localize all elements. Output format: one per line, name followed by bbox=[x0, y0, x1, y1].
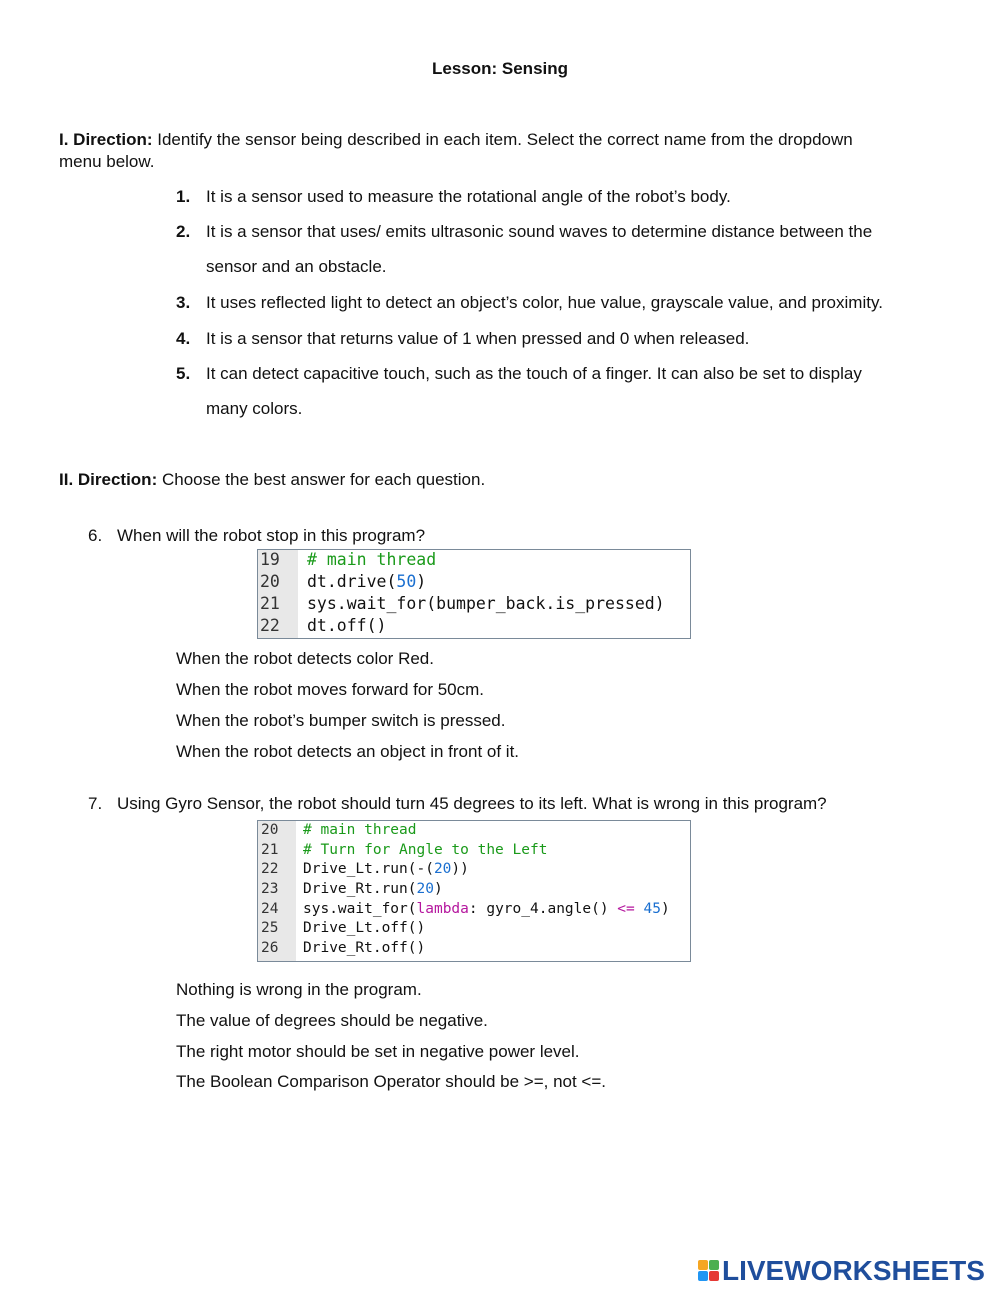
line-number: 23 bbox=[261, 881, 279, 897]
line-number: 21 bbox=[261, 842, 279, 858]
page-title: Lesson: Sensing bbox=[431, 59, 569, 78]
code-line bbox=[303, 861, 469, 877]
item-text: It uses reflected light to detect an object’s color, hue value, grayscale value, and proximity. bbox=[206, 293, 883, 312]
q6-choice-1[interactable]: When the robot detects color Red. bbox=[176, 649, 434, 668]
direction-1-label: I. Direction: bbox=[59, 130, 153, 149]
code-token: Drive_Rt.run( bbox=[303, 881, 417, 897]
code-token: dt.drive( bbox=[307, 572, 397, 591]
code-line bbox=[303, 822, 417, 838]
question-text: When will the robot stop in this program? bbox=[117, 526, 426, 545]
code-token: # main thread bbox=[303, 822, 417, 838]
code-snippet-q7 bbox=[257, 820, 691, 962]
item-text: It is a sensor that returns value of 1 when pressed and 0 when released. bbox=[206, 329, 750, 348]
code-line bbox=[303, 920, 425, 936]
code-line bbox=[307, 550, 436, 569]
code-token: Drive_Lt.run(-( bbox=[303, 861, 434, 877]
code-line bbox=[307, 572, 426, 591]
code-token: 20 bbox=[416, 881, 434, 897]
code-token: ) bbox=[433, 881, 443, 897]
line-number: 26 bbox=[261, 940, 279, 956]
code-line bbox=[303, 881, 443, 897]
code-token: ) bbox=[660, 901, 670, 917]
direction-2-label: II. Direction: bbox=[59, 470, 158, 489]
question-text: Using Gyro Sensor, the robot should turn 45 degrees to its left. What is wrong in this program? bbox=[117, 794, 827, 813]
code-token: Drive_Rt.off() bbox=[303, 940, 426, 956]
item-text: It is a sensor used to measure the rotational angle of the robot’s body. bbox=[206, 187, 731, 206]
line-number: 24 bbox=[261, 901, 279, 917]
item-number: 5. bbox=[176, 364, 191, 383]
item-text-cont: many colors. bbox=[206, 399, 303, 418]
direction-1 bbox=[59, 129, 939, 173]
q7-choice-2[interactable]: The value of degrees should be negative. bbox=[176, 1011, 488, 1030]
item-text-cont: sensor and an obstacle. bbox=[206, 257, 387, 276]
logo-text: LIVEWORKSHEETS bbox=[722, 1255, 985, 1286]
code-token: ) bbox=[416, 572, 427, 591]
direction-1-text: Identify the sensor being described in each item. Select the correct name from the dropdown bbox=[157, 130, 853, 149]
code-line bbox=[303, 940, 425, 956]
q6-choice-4[interactable]: When the robot detects an object in front of it. bbox=[176, 742, 520, 761]
code-token: lambda bbox=[416, 901, 469, 917]
code-token: sys.wait_for( bbox=[303, 901, 417, 917]
code-token bbox=[635, 901, 644, 917]
direction-2 bbox=[59, 469, 485, 491]
direction-1-text-cont: menu below. bbox=[59, 152, 155, 171]
item-number: 2. bbox=[176, 222, 191, 241]
question-number: 7. bbox=[88, 794, 103, 813]
code-token: )) bbox=[451, 861, 469, 877]
q7-choice-3[interactable]: The right motor should be set in negative power level. bbox=[176, 1042, 580, 1061]
code-token: : gyro_4.angle() bbox=[468, 901, 618, 917]
logo-tiles-icon bbox=[698, 1260, 720, 1282]
line-number: 22 bbox=[261, 861, 279, 877]
code-token: 20 bbox=[433, 861, 452, 877]
q6-choice-2[interactable]: When the robot moves forward for 50cm. bbox=[176, 680, 485, 699]
code-token: # Turn for Angle to the Left bbox=[303, 842, 548, 858]
code-token: <= bbox=[617, 901, 635, 917]
item-number: 3. bbox=[176, 293, 191, 312]
q7-choice-4[interactable]: The Boolean Comparison Operator should be >=, not <=. bbox=[176, 1072, 606, 1091]
q7-choice-1[interactable]: Nothing is wrong in the program. bbox=[176, 980, 422, 999]
code-token: dt.off() bbox=[307, 616, 387, 635]
code-line bbox=[303, 901, 670, 917]
code-line bbox=[307, 594, 665, 613]
q6-choice-3[interactable]: When the robot’s bumper switch is pressed. bbox=[176, 711, 506, 730]
code-line bbox=[307, 616, 386, 635]
code-token: 45 bbox=[643, 901, 661, 917]
code-line bbox=[303, 842, 547, 858]
item-number: 1. bbox=[176, 187, 191, 206]
line-number: 19 bbox=[260, 550, 280, 569]
item-number: 4. bbox=[176, 329, 191, 348]
item-text: It is a sensor that uses/ emits ultrasonic sound waves to determine distance between the bbox=[206, 222, 873, 241]
code-token: # main thread bbox=[307, 550, 437, 569]
code-token: sys.wait_for(bumper_back.is_pressed) bbox=[307, 594, 665, 613]
line-number: 20 bbox=[261, 822, 279, 838]
direction-2-text: Choose the best answer for each question. bbox=[161, 470, 486, 489]
code-token: 50 bbox=[396, 572, 417, 591]
question-number: 6. bbox=[88, 526, 103, 545]
line-number: 25 bbox=[261, 920, 279, 936]
line-number: 21 bbox=[260, 594, 280, 613]
line-number: 20 bbox=[260, 572, 280, 591]
code-snippet-q6 bbox=[257, 549, 691, 639]
code-token: Drive_Lt.off() bbox=[303, 920, 426, 936]
item-text: It can detect capacitive touch, such as the touch of a finger. It can also be set to display bbox=[206, 364, 862, 383]
line-number: 22 bbox=[260, 616, 280, 635]
